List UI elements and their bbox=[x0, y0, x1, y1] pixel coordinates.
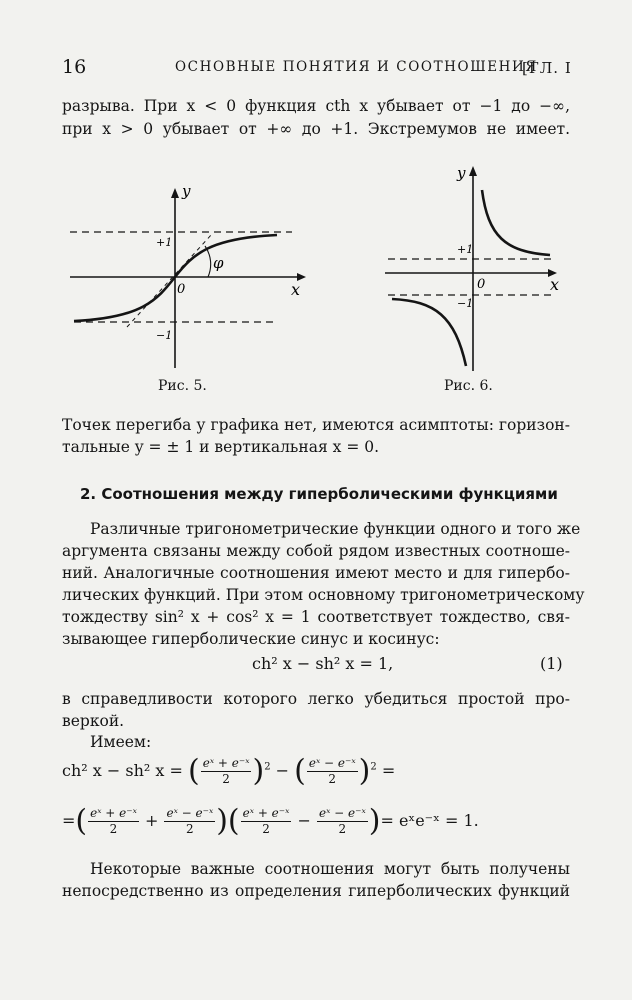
derivation-line-1: ch² x − sh² x = ( $\frac{\text{eˣ + e⁻ˣ}}{2}$ )$^2$ − ( $\frac{\text{eˣ − e⁻ˣ}}{2}$ )$^2$ = bbox=[62, 753, 396, 789]
paragraph-1-line-1: разрыва. При x < 0 функция cth x убывает от −1 до −∞, bbox=[62, 97, 570, 115]
figure-5-y-arrow bbox=[171, 188, 179, 198]
figure-6-origin-label: 0 bbox=[477, 277, 486, 292]
figure-5-caption: Рис. 5. bbox=[158, 378, 207, 394]
figure-5-origin-label: 0 bbox=[177, 282, 186, 297]
figure-5-y-label: y bbox=[182, 182, 191, 200]
section-heading: 2. Соотношения между гиперболическими функциями bbox=[80, 485, 558, 503]
paragraph-6-line-1: Некоторые важные соотношения могут быть получены bbox=[90, 860, 570, 878]
figure-6-minus-one: −1 bbox=[457, 297, 474, 310]
figure-6-y-arrow bbox=[469, 166, 477, 176]
chapter-label: [ГЛ. I bbox=[522, 59, 572, 77]
derivation-result: = eˣe⁻ˣ = 1. bbox=[380, 811, 479, 830]
figure-5-graph bbox=[62, 182, 312, 378]
figure-6-graph bbox=[380, 156, 575, 378]
paragraph-1-line-2: при x > 0 убывает от +∞ до +1. Экстремумов не имеет. bbox=[62, 120, 570, 138]
minus-sign: − bbox=[275, 761, 290, 780]
fraction-sum: $\frac{\text{eˣ + e⁻ˣ}}{2}$ bbox=[202, 756, 250, 786]
left-paren: ( bbox=[294, 753, 306, 789]
paragraph-6-line-2: непосредственно из определения гиперболических функций bbox=[62, 882, 570, 900]
paragraph-3-line-4: лических функций. При этом основному тригонометрическому bbox=[62, 586, 585, 604]
paragraph-3-line-3: ний. Аналогичные соотношения имеют место и для гипербо- bbox=[62, 564, 570, 582]
paragraph-5-line-1: Имеем: bbox=[90, 733, 152, 751]
fraction-difference: $\frac{\text{eˣ − e⁻ˣ}}{2}$ bbox=[308, 756, 356, 786]
paragraph-2-line-2: тальные y = ± 1 и вертикальная x = 0. bbox=[62, 438, 380, 456]
figure-5-minus-one: −1 bbox=[156, 329, 173, 342]
figure-5-x-label: x bbox=[291, 280, 301, 299]
paragraph-2-line-1: Точек перегиба у графика нет, имеются асимптоты: горизон- bbox=[62, 416, 570, 434]
running-header bbox=[0, 56, 632, 80]
figure-6-x-label: x bbox=[550, 275, 560, 294]
paragraph-4-line-1: в справедливости которого легко убедиться простой про- bbox=[62, 690, 570, 708]
page-number: 16 bbox=[62, 56, 87, 78]
figure-6-positive-branch bbox=[482, 190, 550, 255]
figure-6-y-label: y bbox=[457, 164, 466, 182]
figure-5-plus-one: +1 bbox=[156, 236, 173, 249]
paragraph-3-line-5: тождеству sin² x + cos² x = 1 соответствует тождество, свя- bbox=[62, 608, 570, 626]
figure-6-negative-branch bbox=[392, 299, 466, 366]
paragraph-3-line-1: Различные тригонометрические функции одного и того же bbox=[90, 520, 581, 538]
equals-sign: = bbox=[62, 811, 76, 830]
paragraph-3-line-2: аргумента связаны между собой рядом известных соотноше- bbox=[62, 542, 570, 560]
paragraph-3-line-6: зывающее гиперболические синус и косинус: bbox=[62, 630, 440, 648]
derivation-line-2: =( $\frac{\text{eˣ + e⁻ˣ}}{2}$ + $\frac{\text{eˣ − e⁻ˣ}}{2}$ )( $\frac{\text{eˣ + e⁻ˣ}}{2}$ − $\frac{\text{eˣ − e⁻ˣ}}{2}$ )= eˣe⁻ˣ = 1. bbox=[62, 803, 479, 839]
derivation-lhs: ch² x − sh² x = bbox=[62, 761, 183, 780]
paragraph-4-line-2: веркой. bbox=[62, 712, 125, 730]
equals-sign: = bbox=[381, 761, 396, 780]
left-paren: ( bbox=[188, 753, 200, 789]
figure-6-plus-one: +1 bbox=[457, 243, 474, 256]
right-paren: ) bbox=[358, 753, 371, 789]
right-paren: ) bbox=[252, 753, 265, 789]
equation-1: ch² x − sh² x = 1, bbox=[252, 654, 394, 673]
figure-5-angle-label: φ bbox=[213, 254, 224, 272]
figure-6-caption: Рис. 6. bbox=[444, 378, 493, 394]
equation-1-number: (1) bbox=[540, 654, 563, 673]
running-title: ОСНОВНЫЕ ПОНЯТИЯ И СООТНОШЕНИЯ bbox=[175, 59, 538, 75]
